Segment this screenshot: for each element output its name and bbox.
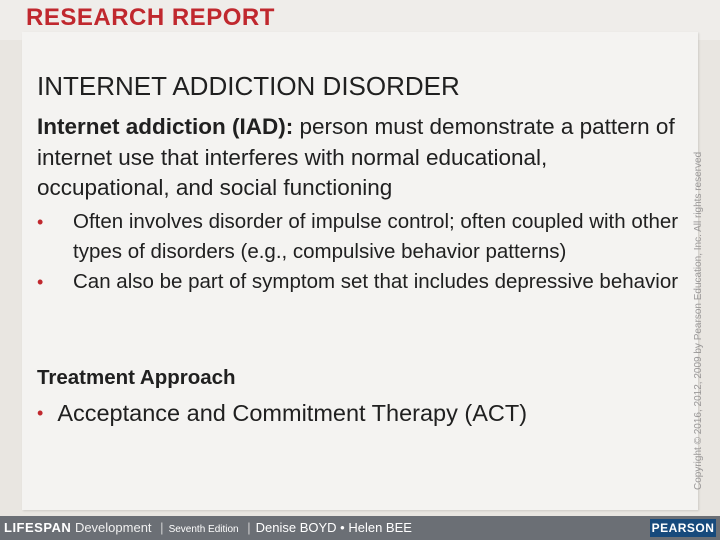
bullet-text: Can also be part of symptom set that includes depressive behavior [73, 270, 679, 293]
bullet-list [37, 207, 687, 297]
footer-brand-rest: Development [71, 520, 152, 535]
copyright-notice: Copyright © 2016, 2012, 2009 by Pearson Education, Inc. All rights reserved [693, 151, 704, 490]
footer-separator: | [160, 520, 164, 535]
pearson-logo: PEARSON [651, 521, 715, 535]
definition-text: person must demonstrate a pattern of internet use that interferes with normal educational, occupational, and social functioning [37, 114, 675, 200]
treatment-item [37, 400, 527, 427]
treatment-subheading: Treatment Approach [37, 366, 236, 389]
treatment-text: Acceptance and Commitment Therapy (ACT) [57, 400, 528, 426]
footer-edition: Seventh Edition [168, 524, 239, 535]
footer-authors: Denise BOYD • Helen BEE [255, 520, 412, 535]
report-title: RESEARCH REPORT [26, 4, 275, 31]
slide-heading: INTERNET ADDICTION DISORDER [37, 71, 460, 101]
definition-paragraph [37, 112, 677, 204]
list-item [37, 207, 687, 267]
bullet-text: Often involves disorder of impulse control; often coupled with other types of disorders (e.g., compulsive behavior patterns) [73, 210, 679, 263]
bullet-icon: • [37, 272, 44, 292]
footer-brand: LIFESPAN [4, 520, 72, 535]
definition-term: Internet addiction (IAD): [37, 114, 294, 139]
footer-bar [0, 516, 720, 540]
bullet-icon: • [37, 212, 44, 232]
footer-book-info [4, 520, 412, 535]
footer-separator: | [247, 520, 251, 535]
list-item [37, 267, 687, 297]
bullet-icon: • [37, 403, 44, 423]
